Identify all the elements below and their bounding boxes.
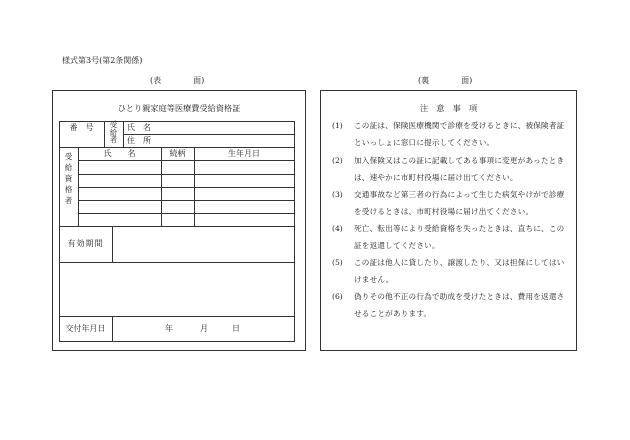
notice-title: 注 意 事 項 [419, 103, 478, 113]
notice-item-number: (4) [332, 224, 343, 233]
validity-period-label: 有効期間 [67, 239, 104, 248]
number-label: 番 号 [69, 123, 94, 132]
notice-item-text: 交通事故など第三者の行為によって生じた病気やけがで診療を受けるときは、市町村役場に届け出てください。 [354, 190, 565, 216]
month-label: 月 [200, 324, 208, 333]
front-card-title: ひとり親家庭等医療費受給資格証 [117, 103, 241, 113]
issue-date-label: 交付年月日 [65, 324, 106, 333]
notice-item-number: (6) [332, 292, 343, 301]
back-side-label: (裏 面) [418, 76, 473, 85]
col-birthdate-header: 生年月日 [228, 149, 260, 158]
notice-item-number: (5) [332, 258, 343, 267]
front-side-label: (表 面) [150, 76, 205, 85]
year-label: 年 [165, 324, 173, 333]
eligible-persons-label: 受 給 資 格 者 [64, 152, 73, 205]
notice-item-number: (1) [332, 121, 343, 130]
col-name-header: 氏 名 [103, 149, 136, 158]
notice-item-text: この証は、保険医療機関で診療を受けるときに、被保険者証といっしょに窓口に提示してください。 [354, 121, 565, 147]
notice-item-text: 偽りその他不正の行為で助成を受けたときは、費用を返還させることがあります。 [354, 292, 565, 318]
form-number: 様式第3号(第2条関係) [62, 56, 143, 65]
notice-item-text: この証は他人に貸したり、譲渡したり、又は担保にしてはいけません。 [354, 258, 565, 284]
notice-item-number: (3) [332, 190, 343, 199]
notice-item-number: (2) [332, 156, 343, 165]
day-label: 日 [232, 324, 240, 333]
notice-item-text: 加入保険又はこの証に記載してある事項に変更があったときは、速やかに市町村役場に届け出てください。 [354, 156, 565, 182]
address-label: 住 所 [127, 136, 151, 145]
notice-item-text: 死亡、転出等により受給資格を失ったときは、直ちに、この証を返還してください。 [354, 224, 565, 250]
name-label: 氏 名 [127, 123, 151, 132]
col-relation-header: 続柄 [169, 149, 186, 158]
recipient-label: 受 給 者 [109, 120, 118, 145]
